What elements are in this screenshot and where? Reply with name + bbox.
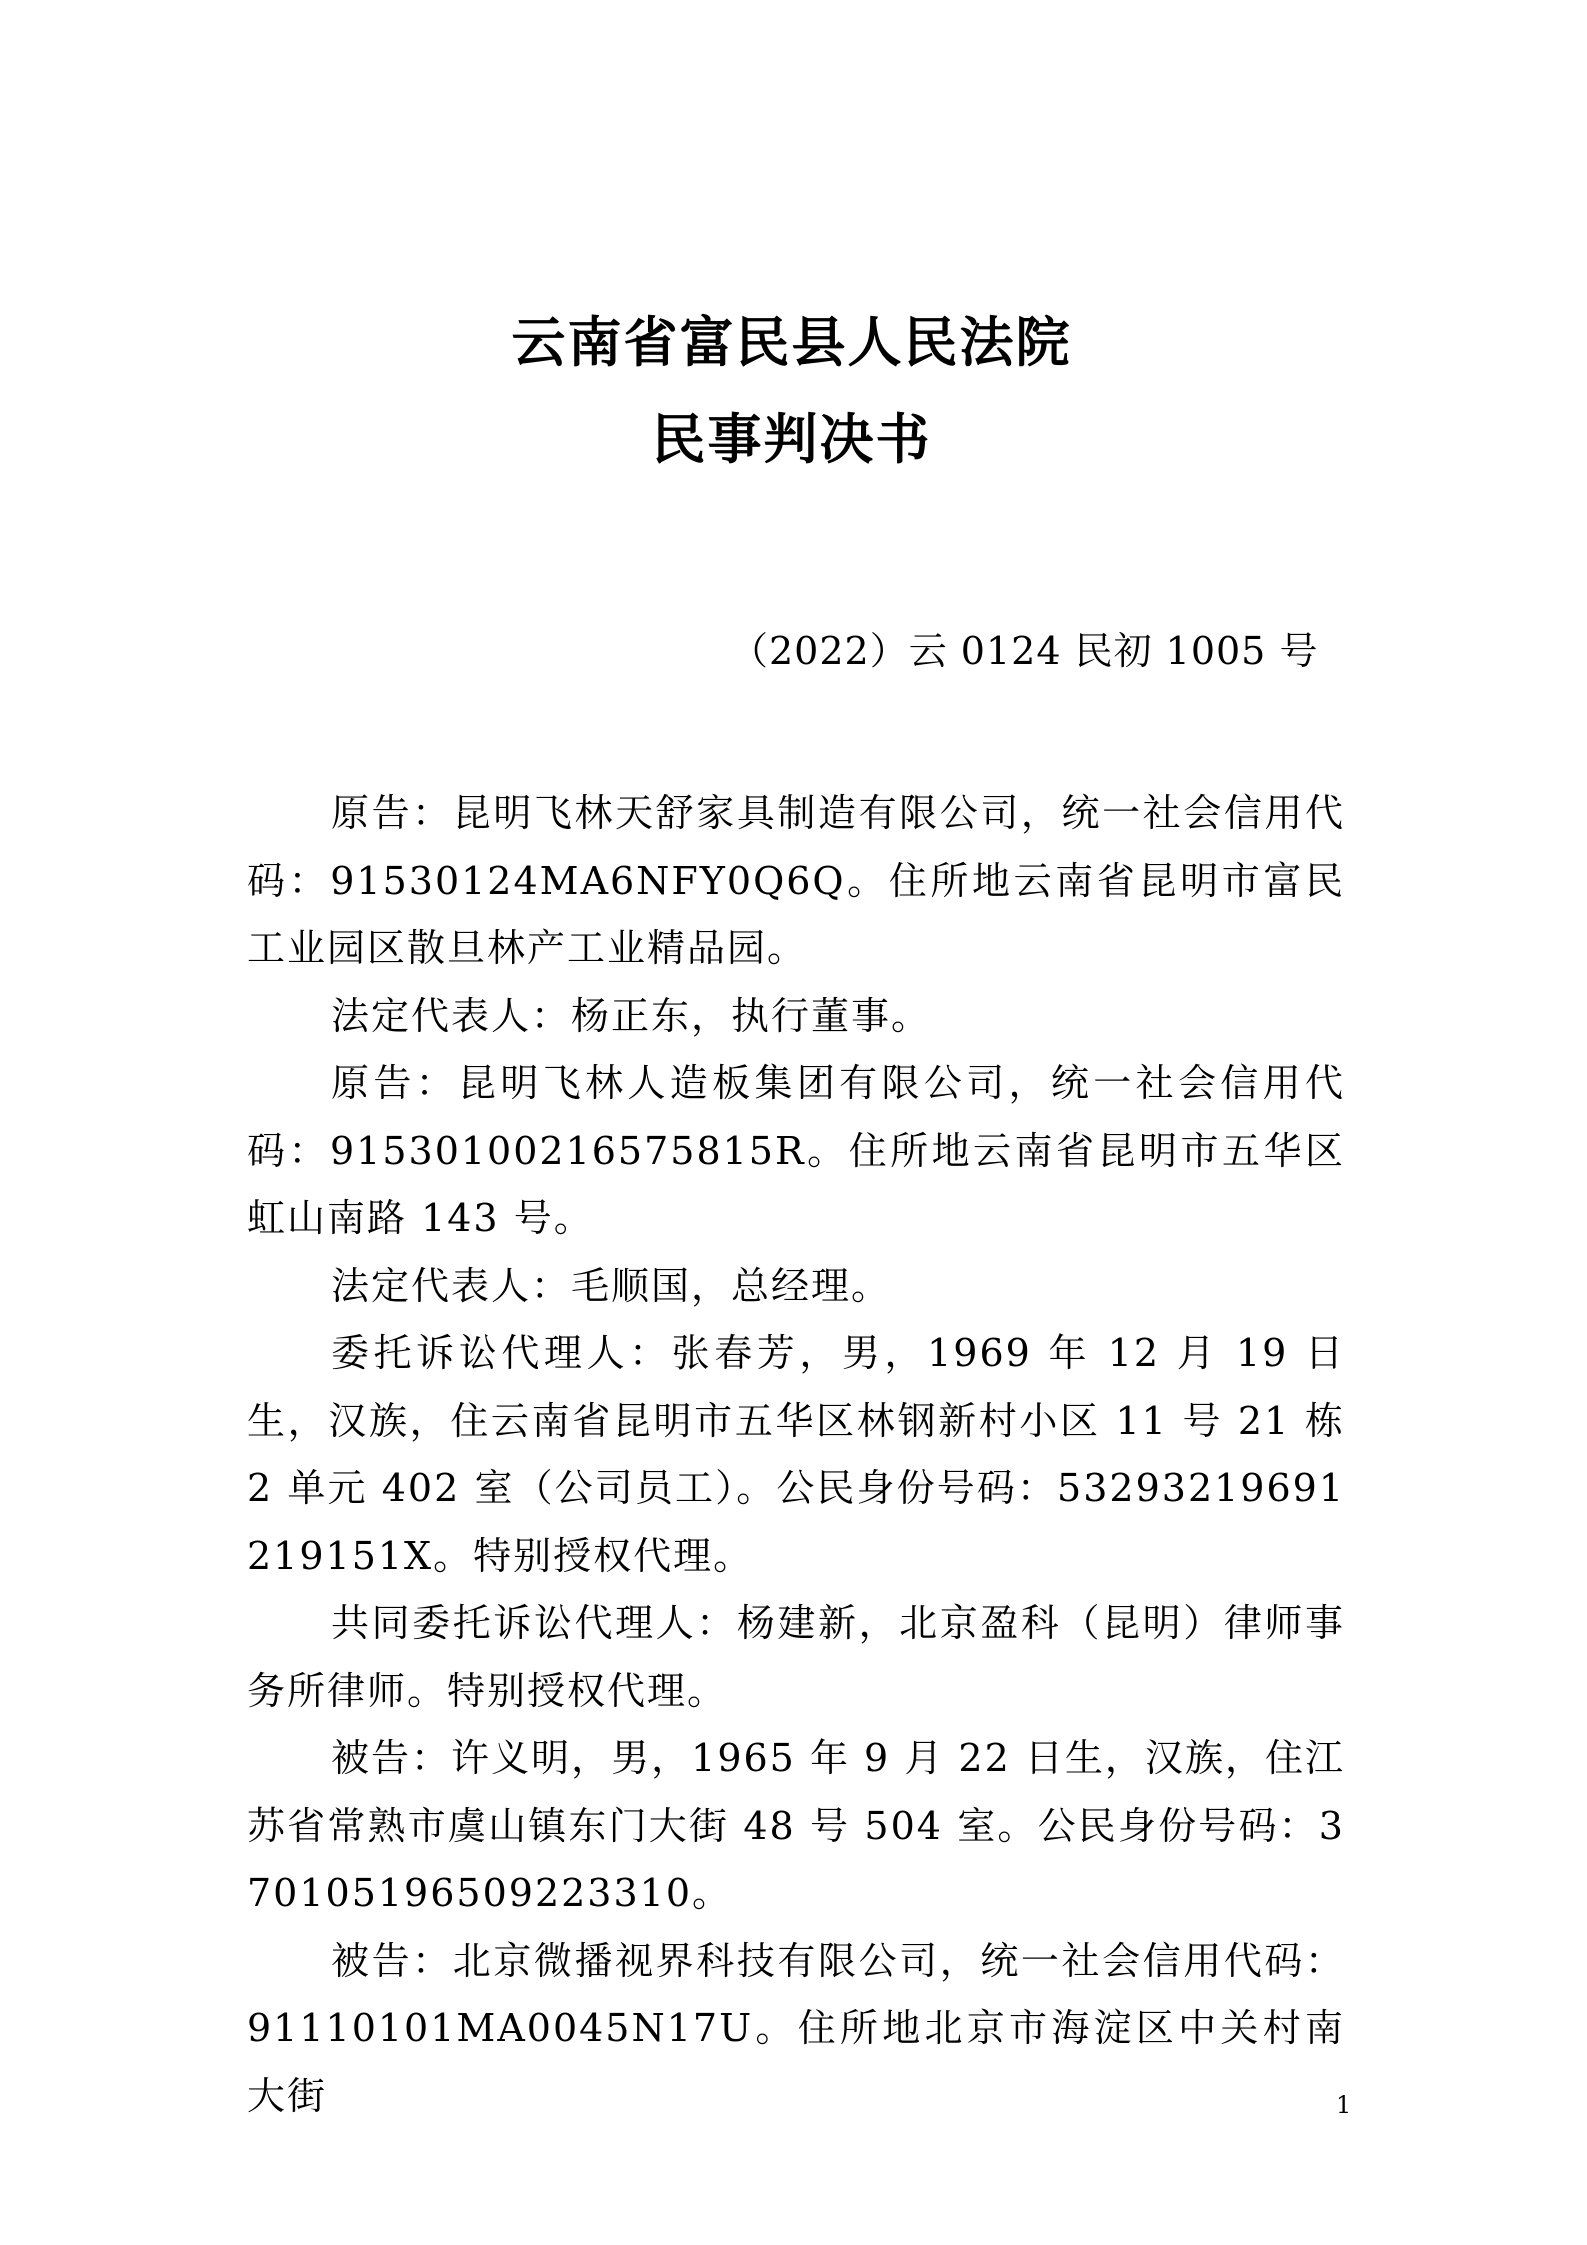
document-body [247, 780, 1345, 2130]
paragraph-defendant-1: 被告：许义明，男，1965 年 9 月 22 日生，汉族，住江苏省常熟市虞山镇东门大街 48 号 504 室。公民身份号码：370105196509223310。 [247, 1736, 1345, 1915]
paragraph-agent: 委托诉讼代理人：张春芳，男，1969 年 12 月 19 日生，汉族，住云南省昆明市五华区林钢新村小区 11 号 21 栋 2 单元 402 室（公司员工）。公民身份号码：53293219691219151X。特别授权代理。 [247, 1331, 1345, 1578]
case-number: （2022）云 0124 民初 1005 号 [730, 629, 1319, 673]
paragraph-plaintiff-1: 原告：昆明飞林天舒家具制造有限公司，统一社会信用代码：91530124MA6NFY0Q6Q。住所地云南省昆明市富民工业园区散旦林产工业精品园。 [247, 791, 1345, 970]
paragraph-co-agent: 共同委托诉讼代理人：杨建新，北京盈科（昆明）律师事务所律师。特别授权代理。 [247, 1601, 1345, 1713]
document-type-title: 民事判决书 [651, 408, 932, 471]
paragraph-legal-rep-2: 法定代表人：毛顺国，总经理。 [331, 1263, 892, 1308]
page-number: 1 [1336, 2091, 1352, 2119]
paragraph-legal-rep-1: 法定代表人：杨正东，执行董事。 [331, 993, 932, 1038]
court-name-title: 云南省富民县人民法院 [511, 311, 1072, 374]
paragraph-defendant-2: 被告：北京微播视界科技有限公司，统一社会信用代码：91110101MA0045N17U。住所地北京市海淀区中关村南大街 [247, 1938, 1345, 2118]
paragraph-plaintiff-2: 原告：昆明飞林人造板集团有限公司，统一社会信用代码：91530100216575815R。住所地云南省昆明市五华区虹山南路 143 号。 [247, 1061, 1345, 1240]
